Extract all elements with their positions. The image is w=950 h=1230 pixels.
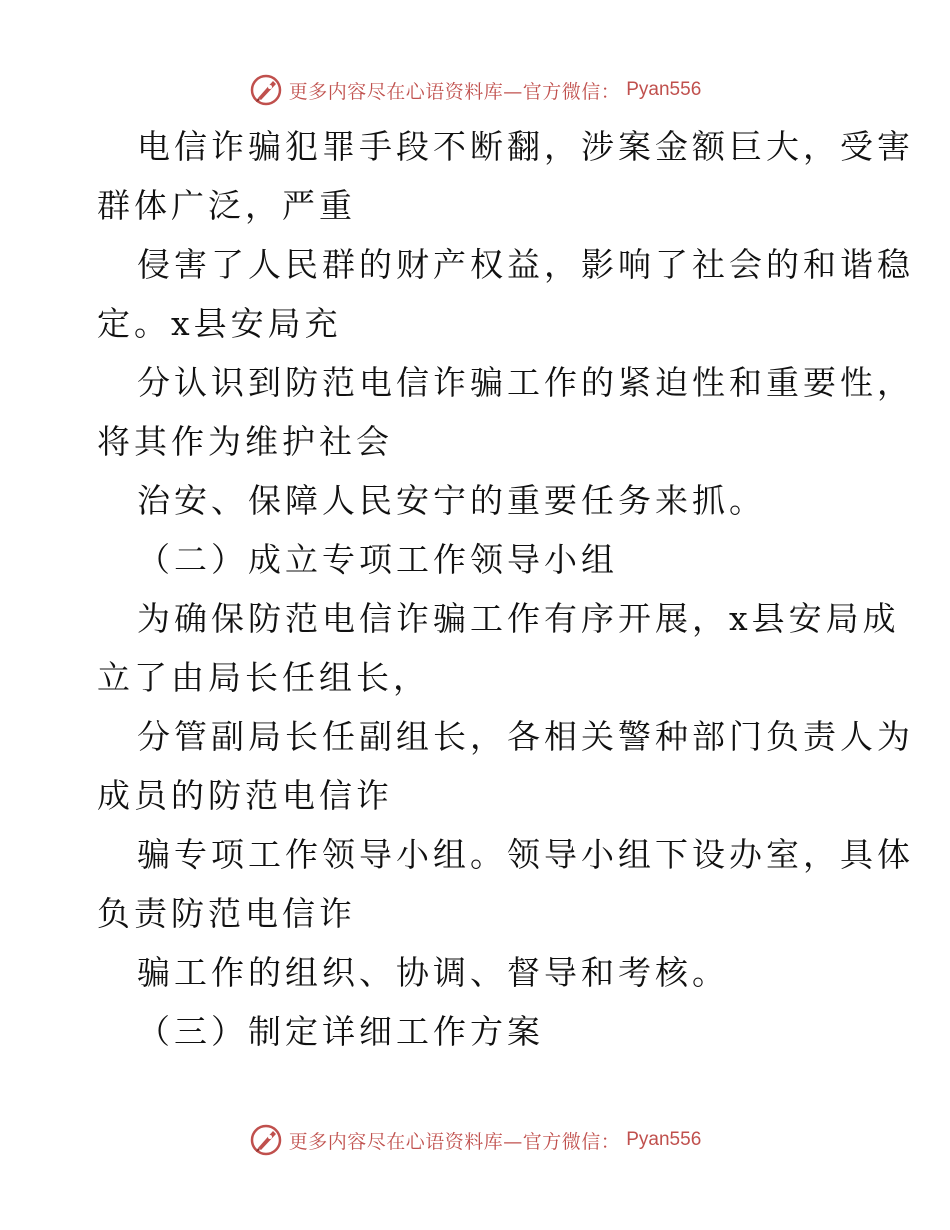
text-line: 骗工作的组织、协调、督导和考核。 — [137, 953, 729, 992]
quill-pen-logo-icon — [249, 1123, 283, 1157]
watermark-wechat-id: Pyan556 — [626, 1129, 702, 1150]
header-watermark — [0, 70, 950, 110]
text-line: 为确保防范电信诈骗工作有序开展，x县安局成 — [137, 599, 900, 638]
watermark-text: 更多内容尽在心语资料库—官方微信： — [288, 80, 621, 103]
text-line: 负责防范电信诈 — [97, 894, 356, 933]
text-line: 群体广泛，严重 — [97, 186, 356, 225]
section-heading: （二）成立专项工作领导小组 — [137, 540, 618, 579]
text-line: 侵害了人民群的财产权益，影响了社会的和谐稳 — [137, 245, 914, 284]
document-body — [97, 117, 914, 1061]
watermark-wechat-id: Pyan556 — [626, 79, 702, 100]
watermark-text: 更多内容尽在心语资料库—官方微信： — [288, 1130, 621, 1153]
text-line: 分管副局长任副组长，各相关警种部门负责人为 — [137, 717, 914, 756]
section-heading: （三）制定详细工作方案 — [137, 1012, 544, 1051]
text-line: 骗专项工作领导小组。领导小组下设办室，具体 — [137, 835, 914, 874]
text-line: 定。x县安局充 — [97, 304, 342, 343]
quill-pen-logo-icon — [249, 73, 283, 107]
text-line: 成员的防范电信诈 — [97, 776, 393, 815]
footer-watermark — [0, 1120, 950, 1160]
text-line: 电信诈骗犯罪手段不断翻，涉案金额巨大，受害 — [137, 127, 914, 166]
text-line: 将其作为维护社会 — [97, 422, 393, 461]
text-line: 治安、保障人民安宁的重要任务来抓。 — [137, 481, 766, 520]
text-line: 立了由局长任组长， — [97, 658, 430, 697]
text-line: 分认识到防范电信诈骗工作的紧迫性和重要性， — [137, 363, 914, 402]
